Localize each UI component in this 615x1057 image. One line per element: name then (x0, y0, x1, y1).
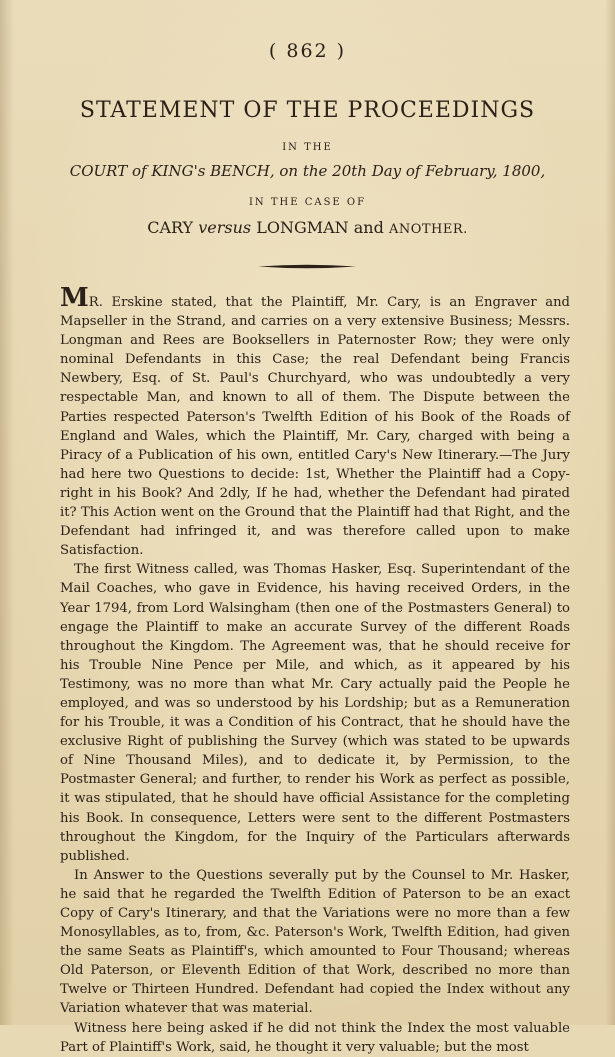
plaintiff-name: CARY (147, 218, 194, 237)
defendant-name: LONGMAN and (256, 218, 384, 237)
case-parties (0, 218, 615, 237)
subheading-in-the: IN THE (282, 142, 333, 153)
versus-text: versus (198, 218, 252, 237)
paragraph-2: The first Witness called, was Thomas Hasker, Esq. Superintendant of the Mail Coaches, who gave in Evidence, his having received Orders, in the Year 1794, from Lord Walsingham (then one of the Postmasters General) to engage the Plaintiff to make an accurate Survey of the different Roads throughout the Kingdom. The Agreement was, that he should receive for his Trouble Nine Pence per Mile, and which, as it appeared by his Testimony, was no more than what Mr. Cary actually paid the People he employed, and was so understood by his Lordship; but as a Remuneration for his Trouble, it was a Condition of his Contract, that he should have the exclusive Right of publishing the Survey (which was stated to be upwards of Nine Thousand Miles), and to dedicate it, by Permission, to the Postmaster General; and further, to render his Work as perfect as possible, it was stipulated, that he should have official Assistance for the completing his Book. In consequence, Letters were sent to the different Postmasters throughout the Kingdom, for the Inquiry of the Particulars afterwards published. (60, 562, 570, 864)
document-title: STATEMENT OF THE PROCEEDINGS (79, 98, 536, 123)
paragraph-3: In Answer to the Questions severally put by the Counsel to Mr. Hasker, he said that he regarded the Twelfth Edition of Paterson to be an exact Copy of Cary's Itinerary, and that the Variations were no more than a few Monosyllables, as to, from, &c. Paterson's Work, Twelfth Edition, had given the same Seats as Plaintiff's, which amounted to Four Thousand; whereas Old Paterson, or Eleventh Edition of that Work, described no more than Twelve or Thirteen Hundred. Defendant had copied the Index without any Variation whatever that was material. (60, 867, 570, 1017)
another-text: ANOTHER. (388, 222, 468, 237)
court-line: COURT of KING's BENCH, on the 20th Day of February, 1800, (69, 162, 546, 180)
paragraph-1-text: R. Erskine stated, that the Plaintiff, Mr. Cary, is an Engraver and Mapseller in the Strand, and carries on a very extensive Business; Messrs. Longman and Rees are Booksellers in Paternoster Row; they were only nominal Defendants in this Case; the real Defendant being Francis Newbery, Esq. of St. Paul's Churchyard, who was undoubtedly a very respectable Man, and known to all of them. The Dispute between the Parties respected Paterson's Twelfth Edition of his Book of the Roads of England and Wales, which the Plaintiff, Mr. Cary, charged with being a Piracy of a Publication of his own, entitled Cary's New Itinerary.—The Jury had here two Questions to decide: 1st, Whether the Plaintiff had a Copy-right in his Book? And 2dly, If he had, whether the Defendant had pirated it? This Action went on the Ground that the Plaintiff had that Right, and the Defendant had infringed it, and was therefore called upon to make Satisfaction. (60, 295, 570, 559)
page-number: ( 862 ) (268, 40, 347, 62)
body-text (60, 283, 570, 1057)
paragraph-1 (60, 283, 570, 560)
ornamental-rule (258, 264, 356, 269)
drop-cap: M (60, 283, 89, 313)
subheading-case-of: IN THE CASE OF (248, 197, 367, 208)
paragraph-4: Witness here being asked if he did not think the Index the most valuable Part of Plaintiff's Work, said, he thought it very valuable; but the most (60, 1020, 570, 1055)
